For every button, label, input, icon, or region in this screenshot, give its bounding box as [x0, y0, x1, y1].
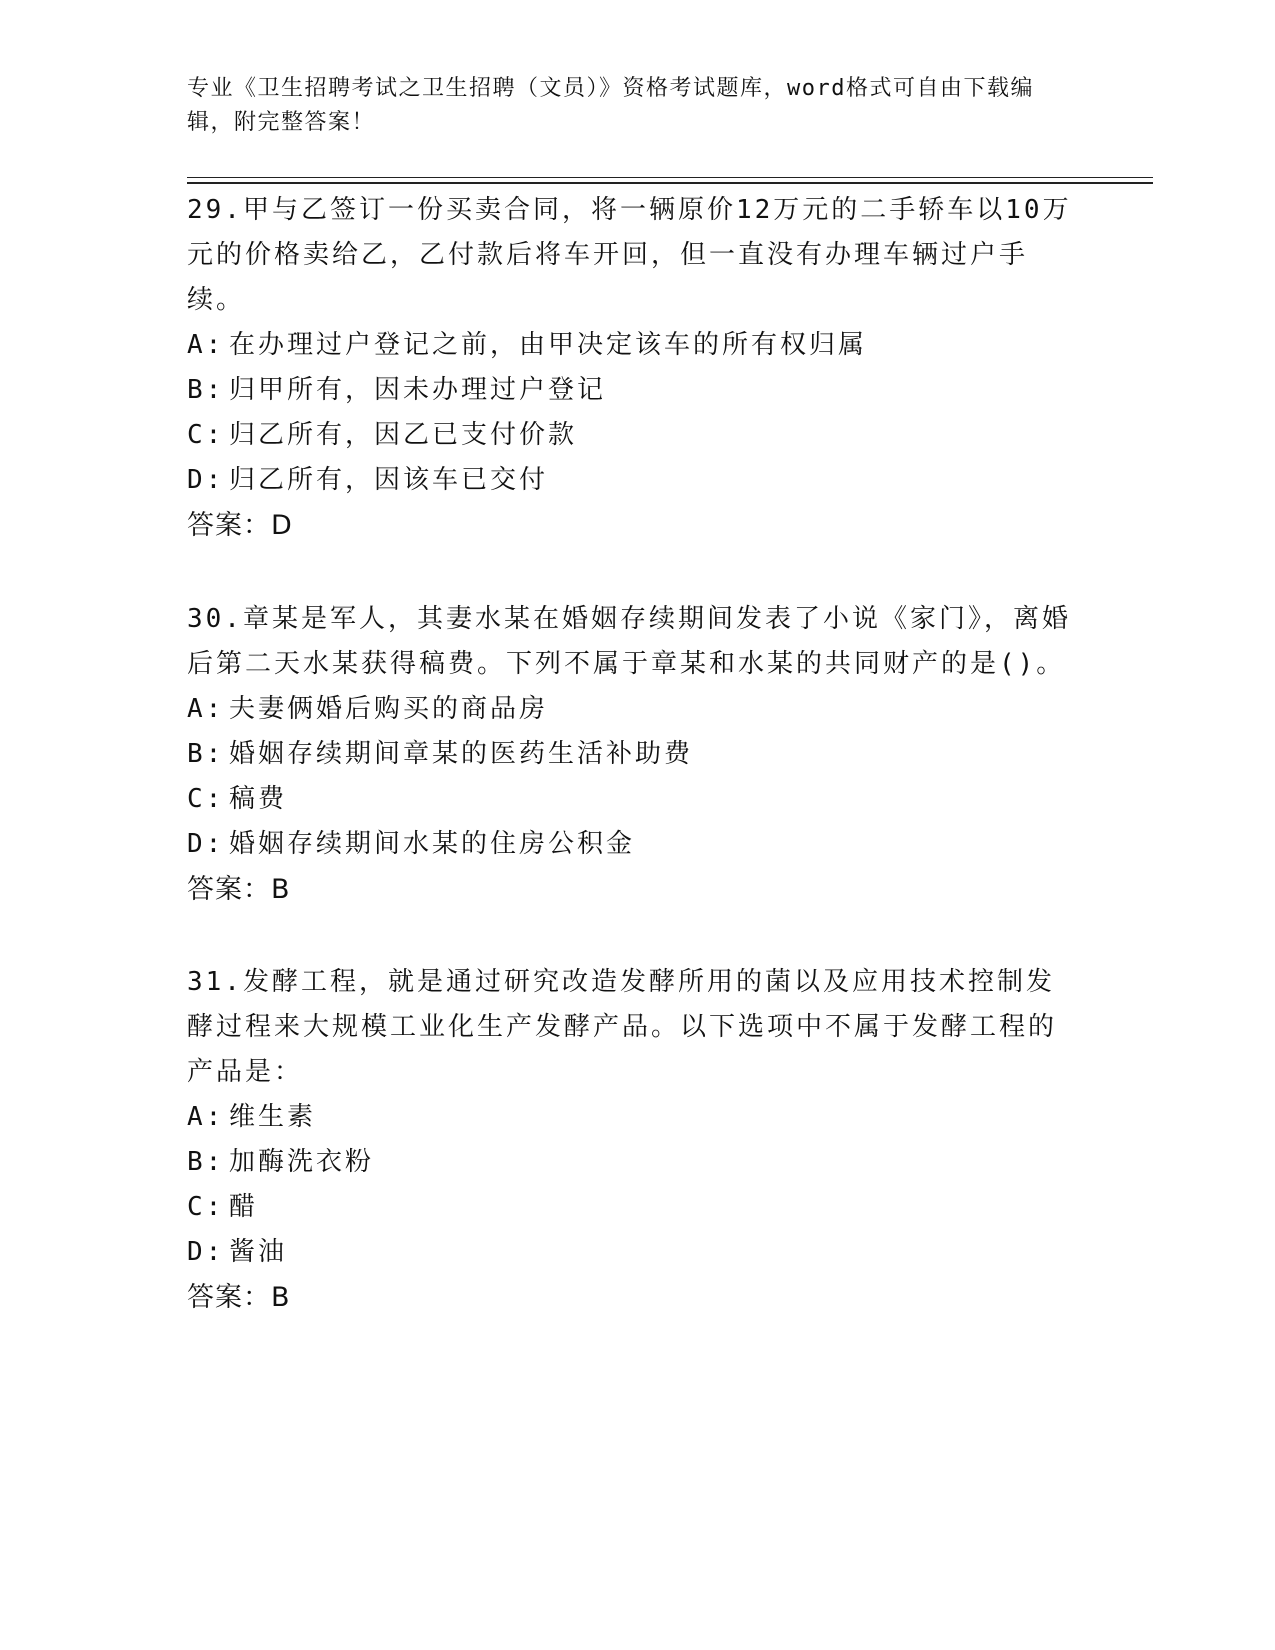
- option-text: 夫妻俩婚后购买的商品房: [229, 694, 549, 724]
- option-a: [187, 1095, 1077, 1140]
- option-key: D:: [187, 829, 225, 859]
- question-stem: 30.章某是军人，其妻水某在婚姻存续期间发表了小说《家门》，离婚后第二天水某获得稿费。下列不属于章某和水某的共同财产的是()。: [187, 604, 1071, 679]
- question-29: [187, 188, 1077, 548]
- option-text: 在办理过户登记之前，由甲决定该车的所有权归属: [229, 330, 868, 360]
- option-text: 醋: [229, 1192, 259, 1222]
- option-a: [187, 687, 1077, 732]
- option-key: B:: [187, 1147, 225, 1177]
- option-d: [187, 822, 1077, 867]
- option-d: [187, 458, 1077, 503]
- option-b: [187, 368, 1077, 413]
- option-text: 归甲所有，因未办理过户登记: [229, 375, 607, 405]
- question-stem: 29.甲与乙签订一份买卖合同，将一辆原价12万元的二手轿车以10万元的价格卖给乙，乙付款后将车开回，但一直没有办理车辆过户手续。: [187, 195, 1072, 315]
- option-key: D:: [187, 465, 225, 495]
- option-a: [187, 323, 1077, 368]
- question-31: [187, 960, 1077, 1320]
- option-key: C:: [187, 784, 225, 814]
- document-header: 专业《卫生招聘考试之卫生招聘（文员）》资格考试题库，word格式可自由下载编辑，附完整答案！: [187, 76, 1034, 135]
- header-rule-thin: [187, 177, 1153, 178]
- option-c: [187, 777, 1077, 822]
- option-key: A:: [187, 1102, 225, 1132]
- option-text: 稿费: [229, 784, 288, 814]
- option-c: [187, 1185, 1077, 1230]
- option-text: 归乙所有，因乙已支付价款: [229, 420, 578, 450]
- option-text: 归乙所有，因该车已交付: [229, 465, 549, 495]
- answer-line: 答案：B: [187, 874, 291, 905]
- option-text: 婚姻存续期间水某的住房公积金: [229, 829, 636, 859]
- option-key: C:: [187, 1192, 225, 1222]
- option-c: [187, 413, 1077, 458]
- option-b: [187, 1140, 1077, 1185]
- option-key: D:: [187, 1237, 225, 1267]
- option-key: B:: [187, 375, 225, 405]
- option-text: 维生素: [229, 1102, 317, 1132]
- option-text: 加酶洗衣粉: [229, 1147, 375, 1177]
- question-stem: 31.发酵工程，就是通过研究改造发酵所用的菌以及应用技术控制发酵过程来大规模工业化生产发酵产品。以下选项中不属于发酵工程的产品是：: [187, 967, 1058, 1087]
- option-key: C:: [187, 420, 225, 450]
- option-key: B:: [187, 739, 225, 769]
- option-d: [187, 1230, 1077, 1275]
- option-b: [187, 732, 1077, 777]
- option-key: A:: [187, 694, 225, 724]
- answer-line: 答案：D: [187, 510, 293, 541]
- option-text: 婚姻存续期间章某的医药生活补助费: [229, 739, 694, 769]
- option-key: A:: [187, 330, 225, 360]
- answer-line: 答案：B: [187, 1282, 291, 1313]
- header-rule-thick: [187, 182, 1153, 184]
- option-text: 酱油: [229, 1237, 288, 1267]
- question-30: [187, 597, 1077, 912]
